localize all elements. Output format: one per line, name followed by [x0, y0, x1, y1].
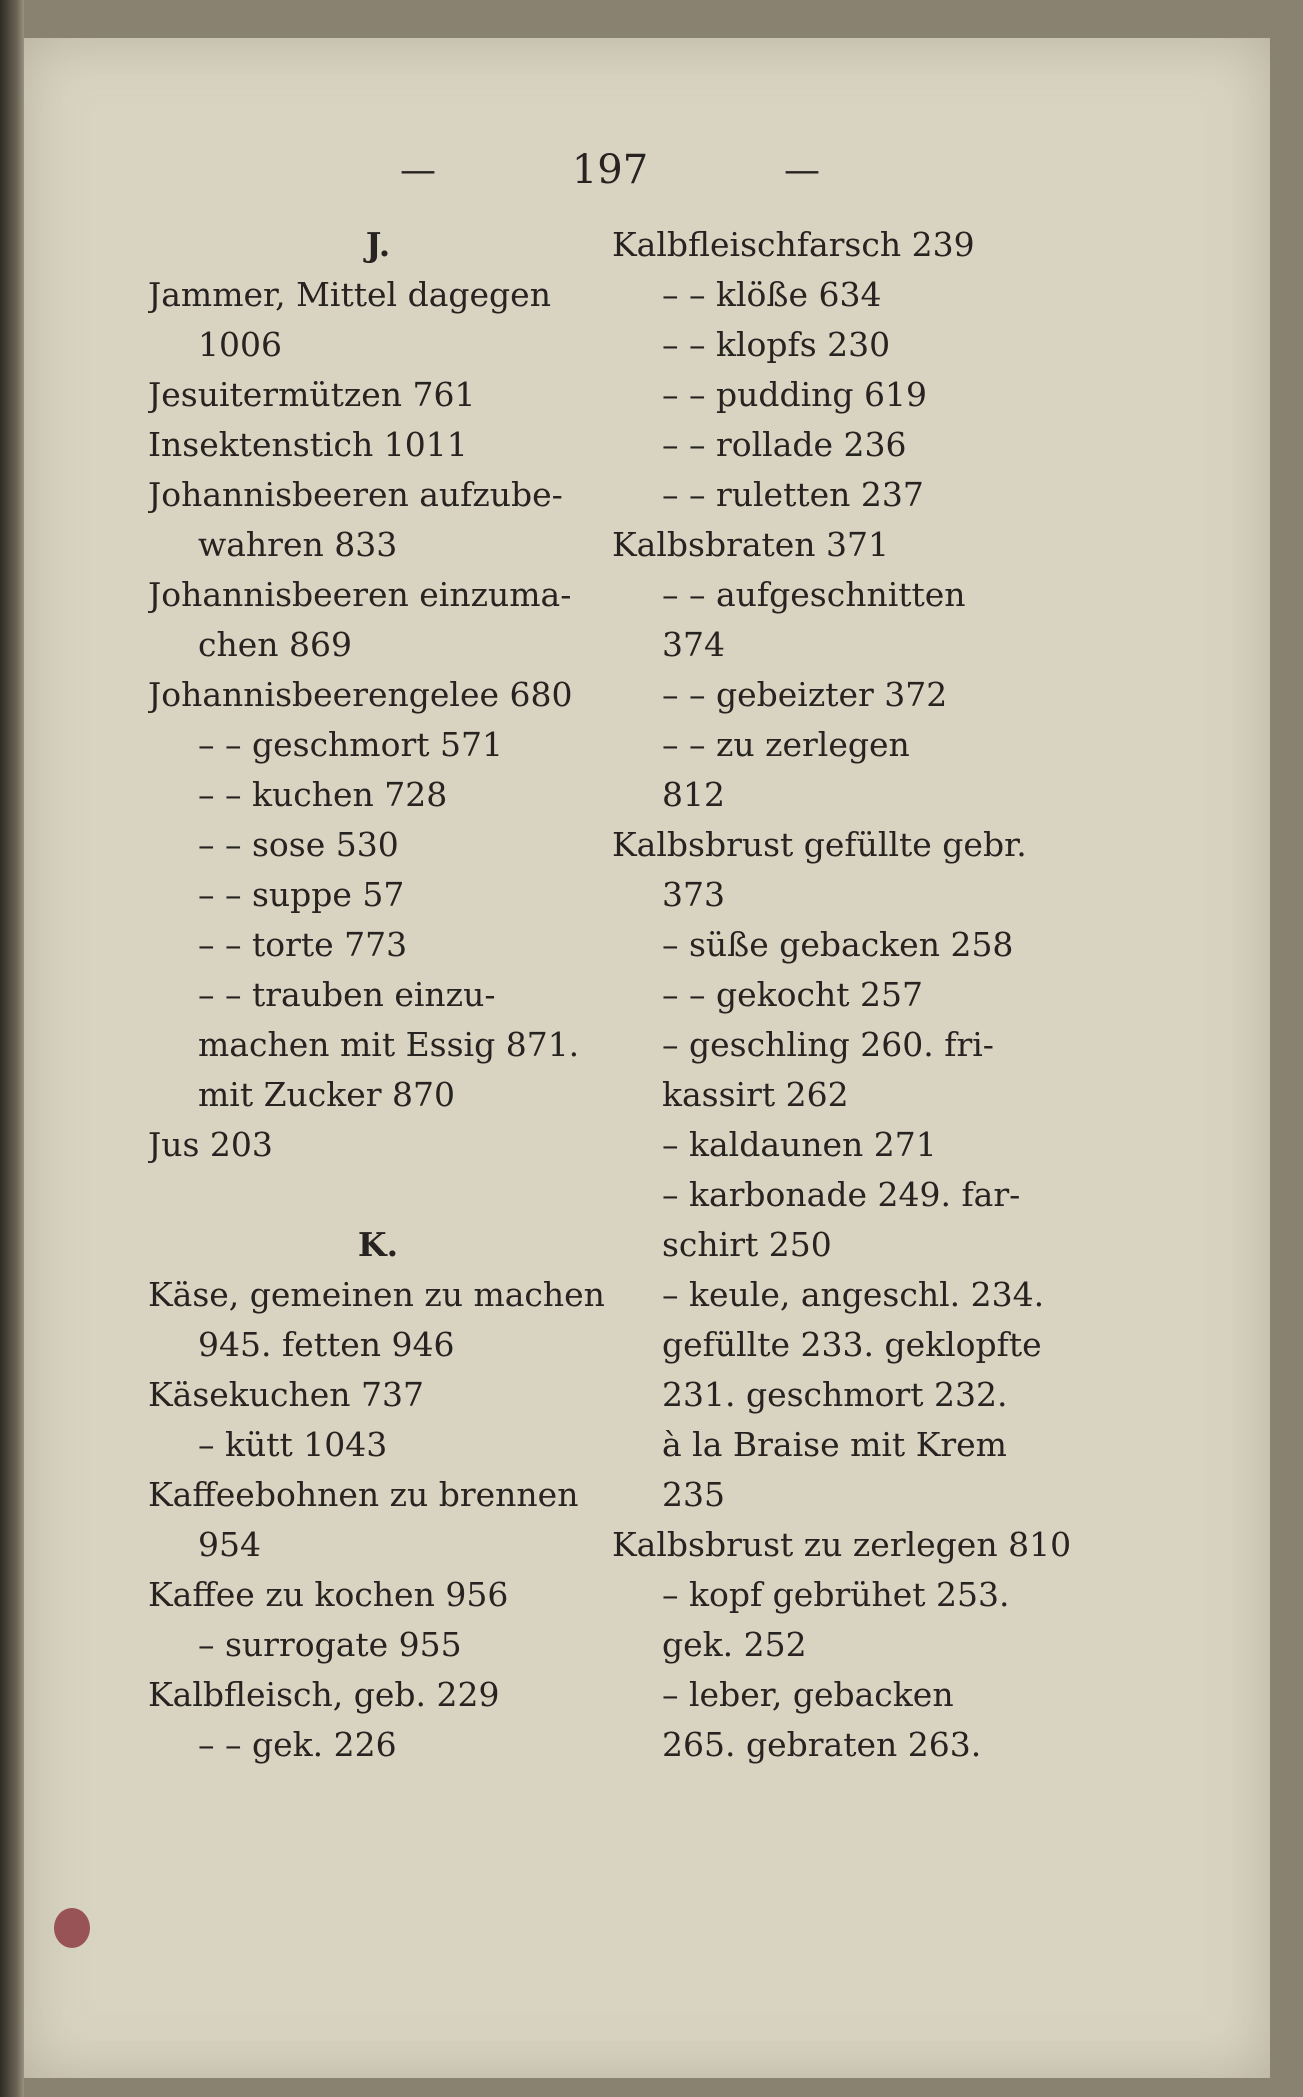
index-entry-line: – – zu zerlegen [662, 725, 910, 764]
index-entry-line: chen 869 [198, 625, 352, 664]
index-entry-line: – kütt 1043 [198, 1425, 388, 1464]
index-entry-line: Kaffeebohnen zu brennen [148, 1475, 579, 1514]
index-entry-line [148, 1170, 608, 1220]
index-entry-line: – – gek. 226 [198, 1725, 397, 1764]
index-entry-line: wahren 833 [198, 525, 398, 564]
index-entry-line: – karbonade 249. far- [662, 1175, 1021, 1214]
index-entry-line: – – ruletten 237 [662, 475, 924, 514]
index-entry-line: – – pudding 619 [662, 375, 928, 414]
index-entry-line: gek. 252 [662, 1625, 807, 1664]
index-entry-line: – – suppe 57 [198, 875, 405, 914]
section-letter: J. [365, 225, 391, 264]
index-entry-line: – – sose 530 [198, 825, 399, 864]
index-entry-line: Kalbsbraten 371 [612, 525, 890, 564]
index-entry-line: – – gebeizter 372 [662, 675, 948, 714]
index-entry-line: Kalbsbrust zu zerlegen 810 [612, 1525, 1072, 1564]
index-entry-line: – – torte 773 [198, 925, 408, 964]
index-entry-line: Jammer, Mittel dagegen [148, 275, 551, 314]
index-entry-line: Johannisbeerengelee 680 [148, 675, 573, 714]
index-entry-line: Käse, gemeinen zu machen [148, 1275, 605, 1314]
index-entry-line: 265. gebraten 263. [662, 1725, 982, 1764]
index-entry-line: 954 [198, 1525, 261, 1564]
index-entry-line: – – aufgeschnitten [662, 575, 966, 614]
index-entry-line: – leber, gebacken [662, 1675, 954, 1714]
index-entry-line: Kalbsbrust gefüllte gebr. [612, 825, 1027, 864]
index-entry-line: Kaffee zu kochen 956 [148, 1575, 509, 1614]
index-entry-line: Käsekuchen 737 [148, 1375, 425, 1414]
index-entry-line: – süße gebacken 258 [662, 925, 1014, 964]
index-entry-line: 231. geschmort 232. [662, 1375, 1008, 1414]
index-entry-line: – – gekocht 257 [662, 975, 923, 1014]
index-entry-line: schirt 250 [662, 1225, 832, 1264]
index-entry-line: 235 [662, 1475, 725, 1514]
index-entry-line: – – geschmort 571 [198, 725, 503, 764]
index-entry-line: à la Braise mit Krem [662, 1425, 1007, 1464]
index-entry-line: Kalbfleisch, geb. 229 [148, 1675, 500, 1714]
index-entry-line: – geschling 260. fri- [662, 1025, 994, 1064]
page-header [400, 140, 820, 200]
index-entry-line: Jesuitermützen 761 [148, 375, 476, 414]
index-entry-line: 812 [662, 775, 725, 814]
section-letter: K. [357, 1225, 399, 1264]
index-entry-line: Insektenstich 1011 [148, 425, 468, 464]
index-entry-line: – – kuchen 728 [198, 775, 448, 814]
index-column-left [148, 220, 608, 1770]
index-entry-line: – – trauben einzu- [198, 975, 496, 1014]
index-entry-line: – – klopfs 230 [662, 325, 891, 364]
index-entry-line: Jus 203 [148, 1125, 273, 1164]
index-column-right [612, 220, 1082, 1770]
index-entry-line: 1006 [198, 325, 282, 364]
index-entry-line: – kopf gebrühet 253. [662, 1575, 1010, 1614]
index-entry-line: machen mit Essig 871. [198, 1025, 580, 1064]
index-entry-line: 374 [662, 625, 725, 664]
index-entry-line: Johannisbeeren einzuma- [148, 575, 572, 614]
index-entry-line: – surrogate 955 [198, 1625, 462, 1664]
index-entry-line: – – klöße 634 [662, 275, 882, 314]
index-entry-line: – keule, angeschl. 234. [662, 1275, 1045, 1314]
index-entry-line: – – rollade 236 [662, 425, 907, 464]
index-entry-line: – kaldaunen 271 [662, 1125, 937, 1164]
header-dash-left: — [400, 149, 436, 191]
index-entry-line: kassirt 262 [662, 1075, 849, 1114]
index-entry-line: 945. fetten 946 [198, 1325, 455, 1364]
red-stain-mark [54, 1908, 90, 1948]
index-entry-line: mit Zucker 870 [198, 1075, 456, 1114]
book-spine [0, 0, 24, 2097]
header-dash-right: — [783, 149, 820, 191]
index-entry-line: 373 [662, 875, 725, 914]
index-entry-line: Kalbfleischfarsch 239 [612, 225, 975, 264]
index-entry-line: Johannisbeeren aufzube- [148, 475, 563, 514]
page-number: 197 [571, 147, 649, 193]
index-entry-line: gefüllte 233. geklopfte [662, 1325, 1042, 1364]
